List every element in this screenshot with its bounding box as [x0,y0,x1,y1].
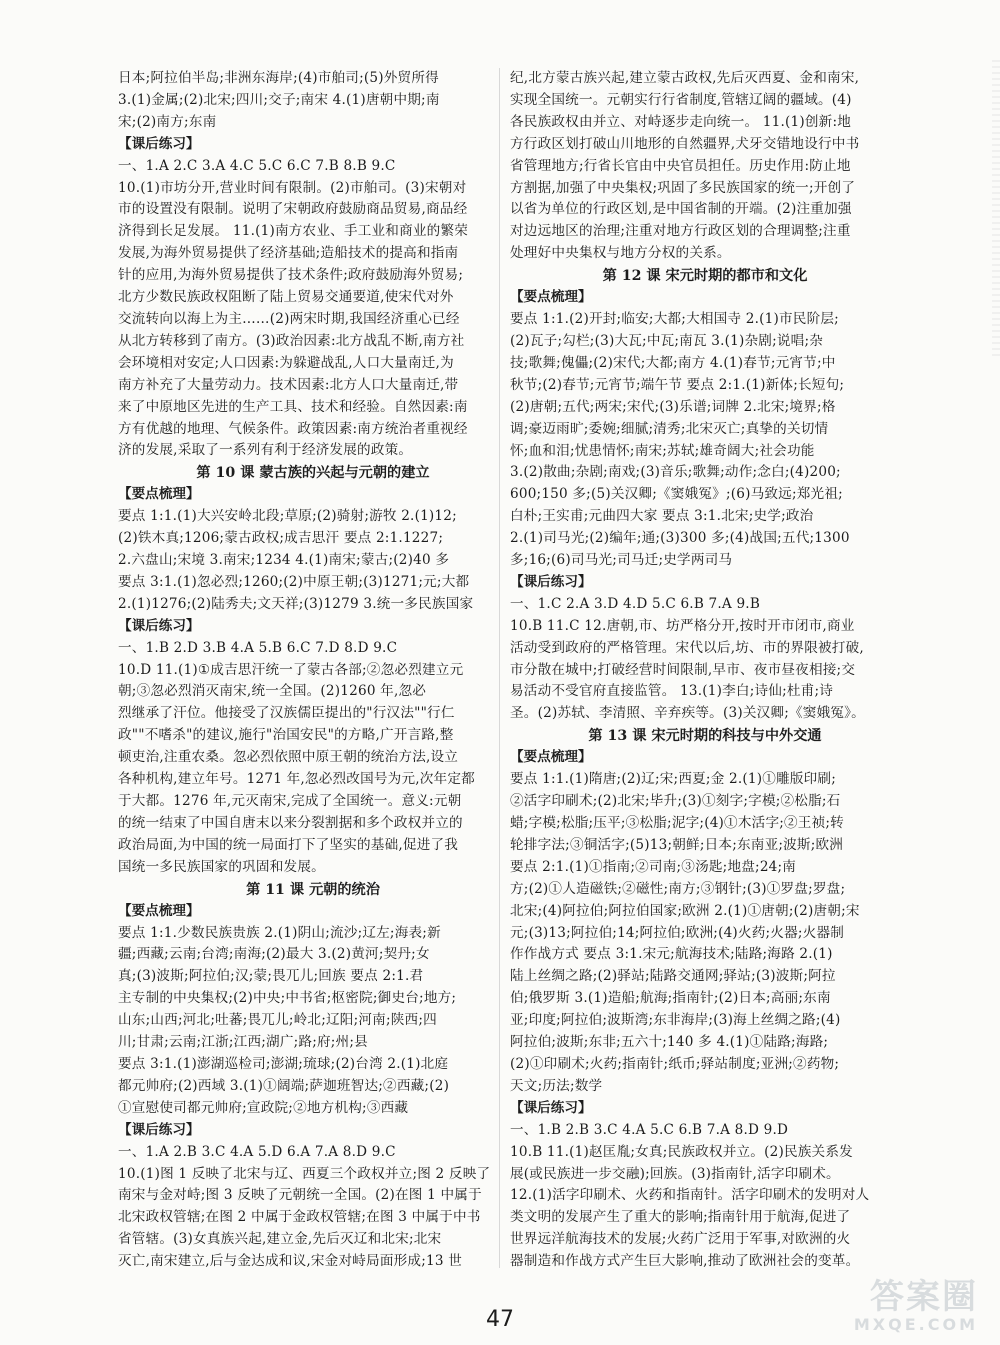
text-line: 市分散在城中;打破经营时间限制,早市、夜市昼夜相接;交 [510,661,856,678]
text-line: 怀;血和泪;忧患情怀;南宋;苏轼;雄奇阔大;社会功能 [510,442,815,459]
text-line: 朝;③忽必烈消灭南宋,统一全国。(2)1260 年,忽必 [118,683,427,700]
text-line: 要点 2:1.(1)①指南;②司南;③汤匙;地盘;24;南 [510,858,797,875]
text-line: 会环境相对安定;人口因素:为躲避战乱,人口大量南迁,为 [118,354,454,371]
text-line: 2.(1)1276;(2)陆秀夫;文天祥;(3)1279 3.统一多民族国家 [118,595,474,612]
text-line: 对边远地区的治理;注重对地方行政区划的合理调整;注重 [510,223,851,240]
left-column [118,68,508,1273]
text-line: 都元帅府;(2)西域 3.(1)①阔端;萨迦班智达;②西藏;(2) [118,1077,450,1094]
text-line: 要点 1:1.(2)开封;临安;大都;大相国寺 2.(1)市民阶层; [510,311,839,328]
text-line: 政治局面,为中国的统一局面打下了坚实的基础,促进了我 [118,836,459,853]
page-number: 47 [486,1307,514,1332]
text-line: (2)唐朝;五代;两宋;宋代;(3)乐谱;词牌 2.北宋;境界;格 [510,398,836,415]
text-line: 活动受到政府的严格管理。宋代以后,坊、市的界限被打破, [510,639,864,656]
text-line: 易活动不受官府直接监管。 13.(1)李白;诗仙;杜甫;诗 [510,683,834,700]
text-line: 陆上丝绸之路;(2)驿站;陆路交通网;驿站;(3)波斯;阿拉 [510,968,836,985]
text-line: 亚;印度;阿拉伯;波斯湾;东非海岸;(3)海上丝绸之路;(4) [510,1012,841,1029]
text-line: 省管辖。(3)女真族兴起,建立金,先后灭辽和北宋;北宋 [118,1231,442,1248]
text-line: 以省为单位的行政区划,是中国省制的开端。(2)注重加强 [510,201,852,218]
text-line: 世界远洋航海技术的发展;火药广泛用于军事,对欧洲的火 [510,1231,851,1248]
text-line: 10.(1)市坊分开,营业时间有限制。(2)市舶司。(3)宋朝对 [118,179,467,196]
text-line: 川;甘肃;云南;江浙;江西;湖广;路;府;州;县 [118,1034,368,1051]
column-divider [499,68,500,1268]
text-line: (2)①印刷术;火药;指南针;纸币;驿站制度;亚洲;②药物; [510,1055,840,1072]
text-line: 轮排字法;③铜活字;(5)13;朝鲜;日本;东南亚;波斯;欧洲 [510,836,844,853]
text-line: 宋;(2)南方;东南 [118,113,217,130]
section-heading: 【要点梳理】 [118,902,200,919]
text-line: 交流转向以海上为主……(2)两宋时期,我国经济重心已经 [118,310,460,327]
text-line: 方有优越的地理、气候条件。政策因素:南方统治者重视经 [118,420,468,437]
text-line: 北宋政权管辖;在图 2 中属于金政权管辖;在图 3 中属于中书 [118,1209,481,1226]
page-edge-strip [992,60,1000,360]
text-line: 2.(1)司马光;(2)编年;通;(3)300 多;(4)战国;五代;1300 [510,530,850,547]
text-line: 600;150 多;(5)关汉卿;《窦娥冤》;(6)马致远;郑光祖; [510,486,843,503]
text-line: 要点 1:1.少数民族贵族 2.(1)阴山;流沙;辽左;海表;新 [118,924,441,941]
text-line: 展(或民族进一步交融);回族。(3)指南针,活字印刷术。 [510,1165,840,1182]
text-line: 方;(2)①人造磁铁;②磁性;南方;③钢针;(3)①罗盘;罗盘; [510,880,846,897]
text-line: 主专制的中央集权;(2)中央;中书省;枢密院;御史台;地方; [118,990,457,1007]
text-line: 北宋;(4)阿拉伯;阿拉伯国家;欧洲 2.(1)①唐朝;(2)唐朝;宋 [510,902,860,919]
section-heading: 【要点梳理】 [510,749,592,766]
text-line: 纪,北方蒙古族兴起,建立蒙古政权,先后灭西夏、金和南宋, [510,70,860,86]
text-line: 多;16;(6)司马光;司马迁;史学两司马 [510,552,733,569]
text-line: 3.(2)散曲;杂剧;南戏;(3)音乐;歌舞;动作;念白;(4)200; [510,464,841,481]
text-line: 10.D 11.(1)①成吉思汗统一了蒙古各部;②忽必烈建立元 [118,661,464,678]
text-line: (2)铁木真;1206;蒙古政权;成吉思汗 要点 2:1.1227; [118,530,444,547]
right-column [510,68,900,1273]
text-line: 伯;俄罗斯 3.(1)造船;航海;指南针;(2)日本;高丽;东南 [510,990,831,1007]
text-line: ②活字印刷术;(2)北宋;毕升;(3)①刻字;字模;②松脂;石 [510,793,841,810]
text-line: 真;(3)波斯;阿拉伯;汉;蒙;畏兀儿;回族 要点 2:1.君 [118,968,424,985]
text-line: 济得到长足发展。 11.(1)南方农业、手工业和商业的繁荣 [118,223,469,240]
text-line: 技;歌舞;傀儡;(2)宋代;大都;南方 4.(1)春节;元宵节;中 [510,354,836,371]
text-line: 各民族政权由并立、对峙逐步走向统一。 11.(1)创新:地 [510,113,852,130]
section-heading: 【课后练习】 [510,1099,592,1116]
text-line: 要点 3:1.(1)忽必烈;1260;(2)中原王朝;(3)1271;元;大都 [118,573,470,590]
text-line: 各种机构,建立年号。1271 年,忽必烈改国号为元,次年定都 [118,771,475,788]
text-line: 要点 1:1.(1)隋唐;(2)辽;宋;西夏;金 2.(1)①雕版印刷; [510,771,836,788]
text-line: 省管理地方;行省长官由中央官员担任。历史作用:防止地 [510,157,851,174]
section-heading: 【课后练习】 [118,617,200,634]
text-line: 方行政区划打破山川地形的自然疆界,犬牙交错地设行中书 [510,135,860,152]
text-line: 烈继承了汗位。他接受了汉族儒臣提出的"行汉法""行仁 [118,705,455,722]
lesson-heading: 第 13 课 宋元时期的科技与中外交通 [588,728,822,745]
text-line: 类文明的发展产生了重大的影响;指南针用于航海,促进了 [510,1209,851,1226]
lesson-heading: 第 11 课 元朝的统治 [246,881,380,898]
text-line: 针的应用,为海外贸易提供了技术条件;政府鼓励海外贸易; [118,267,464,284]
text-line: 12.(1)活字印刷术、火药和指南针。活字印刷术的发明对人 [510,1187,870,1204]
text-line: 从北方转移到了南方。(3)政治因素:北方战乱不断,南方社 [118,332,465,349]
text-line: 政""不嗜杀"的建议,施行"治国安民"的方略,广开言路,整 [118,727,454,744]
watermark-bottom-text: MXQE.COM [853,1315,978,1334]
watermark-top-text: 答案圈 [870,1277,978,1317]
text-line: 疆;西藏;云南;台湾;南海;(2)最大 3.(2)黄河;契丹;女 [118,946,430,963]
section-heading: 【要点梳理】 [510,289,592,306]
text-line: 10.B 11.C 12.唐朝,市、坊严格分开,按时开市闭市,商业 [510,617,855,634]
text-line: 秋节;(2)春节;元宵节;端午节 要点 2:1.(1)新体;长短句; [510,376,845,393]
text-line: 济的发展,采取了一系列有利于经济发展的政策。 [118,442,413,459]
text-line: 处理好中央集权与地方分权的关系。 [510,245,731,262]
text-line: 于大都。1276 年,元灭南宋,完成了全国统一。意义:元朝 [118,793,462,809]
text-line: 方割据,加强了中央集权;巩固了多民族国家的统一;开创了 [510,179,856,196]
section-heading: 【要点梳理】 [118,486,200,503]
text-line: 南宋与金对峙;图 3 反映了元朝统一全国。(2)在图 1 中属于 [118,1187,482,1204]
text-line: 要点 1:1.(1)大兴安岭北段;草原;(2)骑射;游牧 2.(1)12; [118,508,457,525]
text-line: 一、1.A 2.B 3.C 4.A 5.D 6.A 7.A 8.D 9.C [118,1143,396,1160]
text-line: 阿拉伯;波斯;东非;五六十;140 多 4.(1)①陆路;海路; [510,1034,829,1051]
text-line: 白朴;王实甫;元曲四大家 要点 3:1.北宋;史学;政治 [510,508,814,525]
text-line: 的统一结束了中国自唐末以来分裂割据和多个政权并立的 [118,814,463,831]
text-line: 山东;山西;河北;吐蕃;畏兀儿;岭北;辽阳;河南;陕西;四 [118,1012,437,1029]
text-line: 10.B 11.(1)赵匡胤;女真;民族政权并立。(2)民族关系发 [510,1143,853,1160]
text-line: 市的设置没有限制。说明了宋朝政府鼓励商品贸易,商品经 [118,201,468,218]
lesson-heading: 第 10 课 蒙古族的兴起与元朝的建立 [196,465,430,482]
text-line: 发展,为海外贸易提供了经济基础;造船技术的提高和指南 [118,245,459,262]
section-heading: 【课后练习】 [118,135,200,152]
text-line: 一、1.C 2.A 3.D 4.D 5.C 6.B 7.A 9.B [510,595,761,612]
text-line: 3.(1)金属;(2)北宋;四川;交子;南宋 4.(1)唐朝中期;南 [118,91,440,108]
watermark-logo [808,1277,978,1334]
text-line: 元;(3)13;阿拉伯;14;阿拉伯;欧洲;(4)火药;火器;火器制 [510,924,845,941]
text-line: 实现全国统一。元朝实行行省制度,管辖辽阔的疆域。(4) [510,91,852,108]
text-line: 顿吏治,注重农桑。忽必烈依照中原王朝的统治方法,设立 [118,749,459,766]
text-line: 国统一多民族国家的巩固和发展。 [118,858,325,875]
text-line: 蜡;字模;松脂;压平;③松脂;泥字;(4)①木活字;②王祯;转 [510,815,844,831]
text-line: 来了中原地区先进的生产工具、技术和经验。自然因素:南 [118,398,468,415]
text-line: (2)瓦子;勾栏;(3)大瓦;中瓦;南瓦 3.(1)杂剧;说唱;杂 [510,332,824,349]
section-heading: 【课后练习】 [118,1121,200,1138]
text-line: 一、1.A 2.C 3.A 4.C 5.C 6.C 7.B 8.B 9.C [118,157,396,174]
text-line: 调;豪迈雨旷;委婉;细腻;清秀;北宋灭亡;真挚的关切情 [510,420,829,437]
text-line: 天文;历法;数学 [510,1077,603,1094]
text-line: 2.六盘山;宋境 3.南宋;1234 4.(1)南宋;蒙古;(2)40 多 [118,552,450,569]
section-heading: 【课后练习】 [510,573,592,590]
text-line: ①宣慰使司都元帅府;宣政院;②地方机构;③西藏 [118,1099,409,1116]
text-line: 一、1.B 2.D 3.B 4.A 5.B 6.C 7.D 8.D 9.C [118,639,398,656]
text-line: 南方补充了大量劳动力。技术因素:北方人口大量南迁,带 [118,376,459,393]
text-line: 器制造和作战方式产生巨大影响,推动了欧洲社会的变革。 [510,1253,860,1270]
text-line: 作作战方式 要点 3:1.宋元;航海技术;陆路;海路 2.(1) [510,946,833,963]
text-line: 10.(1)图 1 反映了北宋与辽、西夏三个政权并立;图 2 反映了 [118,1165,491,1182]
text-line: 一、1.B 2.B 3.C 4.A 5.C 6.B 7.A 8.D 9.D [510,1121,789,1138]
text-line: 要点 3:1.(1)澎湖巡检司;澎湖;琉球;(2)台湾 2.(1)北庭 [118,1055,449,1072]
text-line: 日本;阿拉伯半岛;非洲东海岸;(4)市舶司;(5)外贸所得 [118,70,439,86]
lesson-heading: 第 12 课 宋元时期的都市和文化 [602,268,808,285]
text-line: 圣。(2)苏轼、李清照、辛弃疾等。(3)关汉卿;《窦娥冤》。 [510,705,865,722]
text-line: 北方少数民族政权阻断了陆上贸易交通要道,使宋代对外 [118,289,454,306]
text-line: 灭亡,南宋建立,后与金达成和议,宋金对峙局面形成;13 世 [118,1253,463,1270]
